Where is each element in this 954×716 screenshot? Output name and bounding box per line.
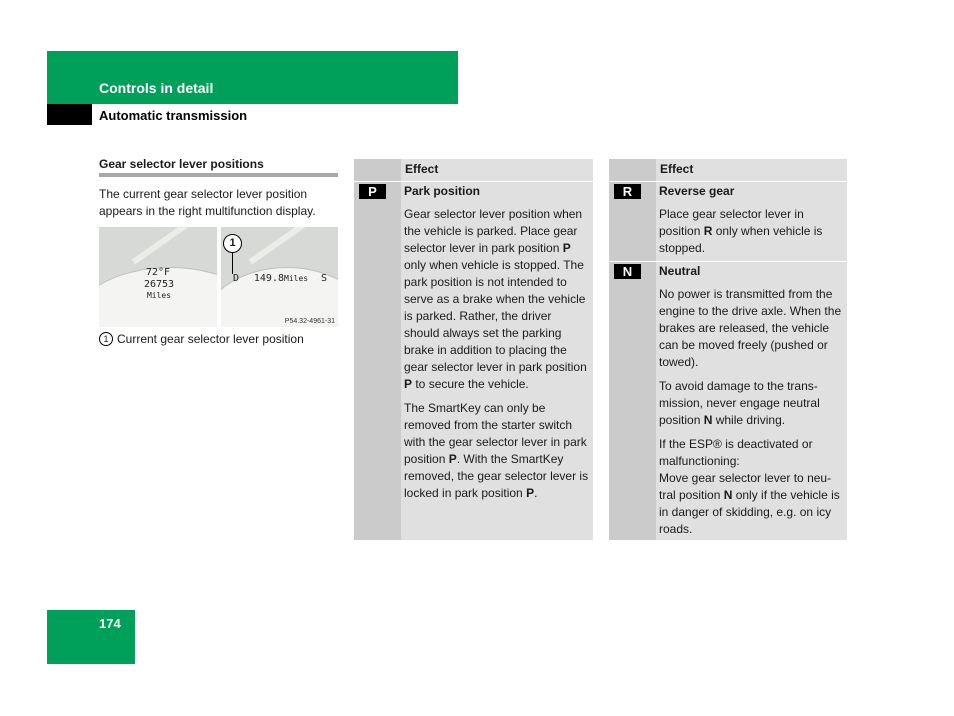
intro-text: The current gear selector lever position appears in the right multifunction display.	[99, 187, 316, 218]
row-paragraph: The SmartKey can only be removed from the starter switch with the gear selector lever in park position P. With the SmartKey removed, the gear selector lever is locked in park position P.	[404, 401, 589, 500]
row-paragraph: To avoid damage to the trans-mission, never engage neutral position N while driving.	[659, 379, 820, 427]
table-header	[354, 159, 593, 182]
position-column	[609, 159, 656, 540]
subsection-title: Gear selector lever positions	[99, 157, 264, 171]
row-paragraph: Place gear selector lever in position R only when vehicle is stopped.	[659, 207, 823, 255]
position-badge-p: P	[359, 184, 386, 199]
position-badge-n: N	[614, 264, 641, 279]
page-number: 174	[99, 616, 121, 631]
gear-readout: D	[232, 273, 240, 284]
subsection-rule	[99, 173, 338, 177]
effect-table-park	[354, 159, 593, 540]
odometer-readout: 26753 Miles	[143, 279, 175, 300]
callout-line	[232, 252, 233, 274]
section-title: Automatic transmission	[99, 108, 248, 123]
header-effect: Effect	[405, 162, 439, 176]
row-title: Park position	[404, 184, 481, 198]
effect-table-reverse-neutral	[609, 159, 847, 540]
mode-readout: S	[320, 273, 328, 284]
callout-marker: 1	[223, 234, 242, 253]
row-divider	[609, 261, 847, 262]
caption-number: 1	[99, 332, 113, 346]
header-bar	[47, 51, 458, 104]
section-marker	[47, 104, 92, 125]
table-row	[404, 183, 589, 509]
table-header	[609, 159, 847, 182]
position-column	[354, 159, 401, 540]
table-row	[659, 263, 845, 545]
figure-code: P54.32-4961-31	[284, 318, 335, 325]
figure-caption	[99, 331, 304, 348]
reflection-streak	[249, 227, 310, 265]
temp-readout: 72°F	[145, 267, 171, 278]
chapter-title: Controls in detail	[99, 80, 214, 96]
trip-readout: 149.8Miles	[253, 273, 309, 284]
row-paragraph: Gear selector lever position when the vehicle is parked. Place gear selector lever in park position P only when vehicle is stopped. The park position is not intended to serve as a brake when the vehicle is parked. Rather, the driver should always set the parking brake in addition to placing the gear selector lever in park position P to secure the vehicle.	[404, 207, 587, 391]
row-paragraph: If the ESP® is deactivated or malfunctioning: Move gear selector lever to neu-tral position N only if the vehicle is in danger of skidding, e.g. on icy roads.	[659, 437, 840, 536]
reflection-streak	[132, 227, 193, 265]
row-title: Reverse gear	[659, 184, 735, 198]
page-number-block	[47, 610, 135, 664]
table-row	[659, 183, 844, 264]
row-title: Neutral	[659, 264, 701, 278]
display-image-left	[99, 227, 217, 327]
caption-text: Current gear selector lever position	[117, 332, 304, 346]
row-paragraph: No power is transmitted from the engine to the drive axle. When the brakes are released, the vehicle can be moved freely (pushed or towed).	[659, 287, 842, 369]
position-badge-r: R	[614, 184, 641, 199]
header-effect: Effect	[660, 162, 694, 176]
